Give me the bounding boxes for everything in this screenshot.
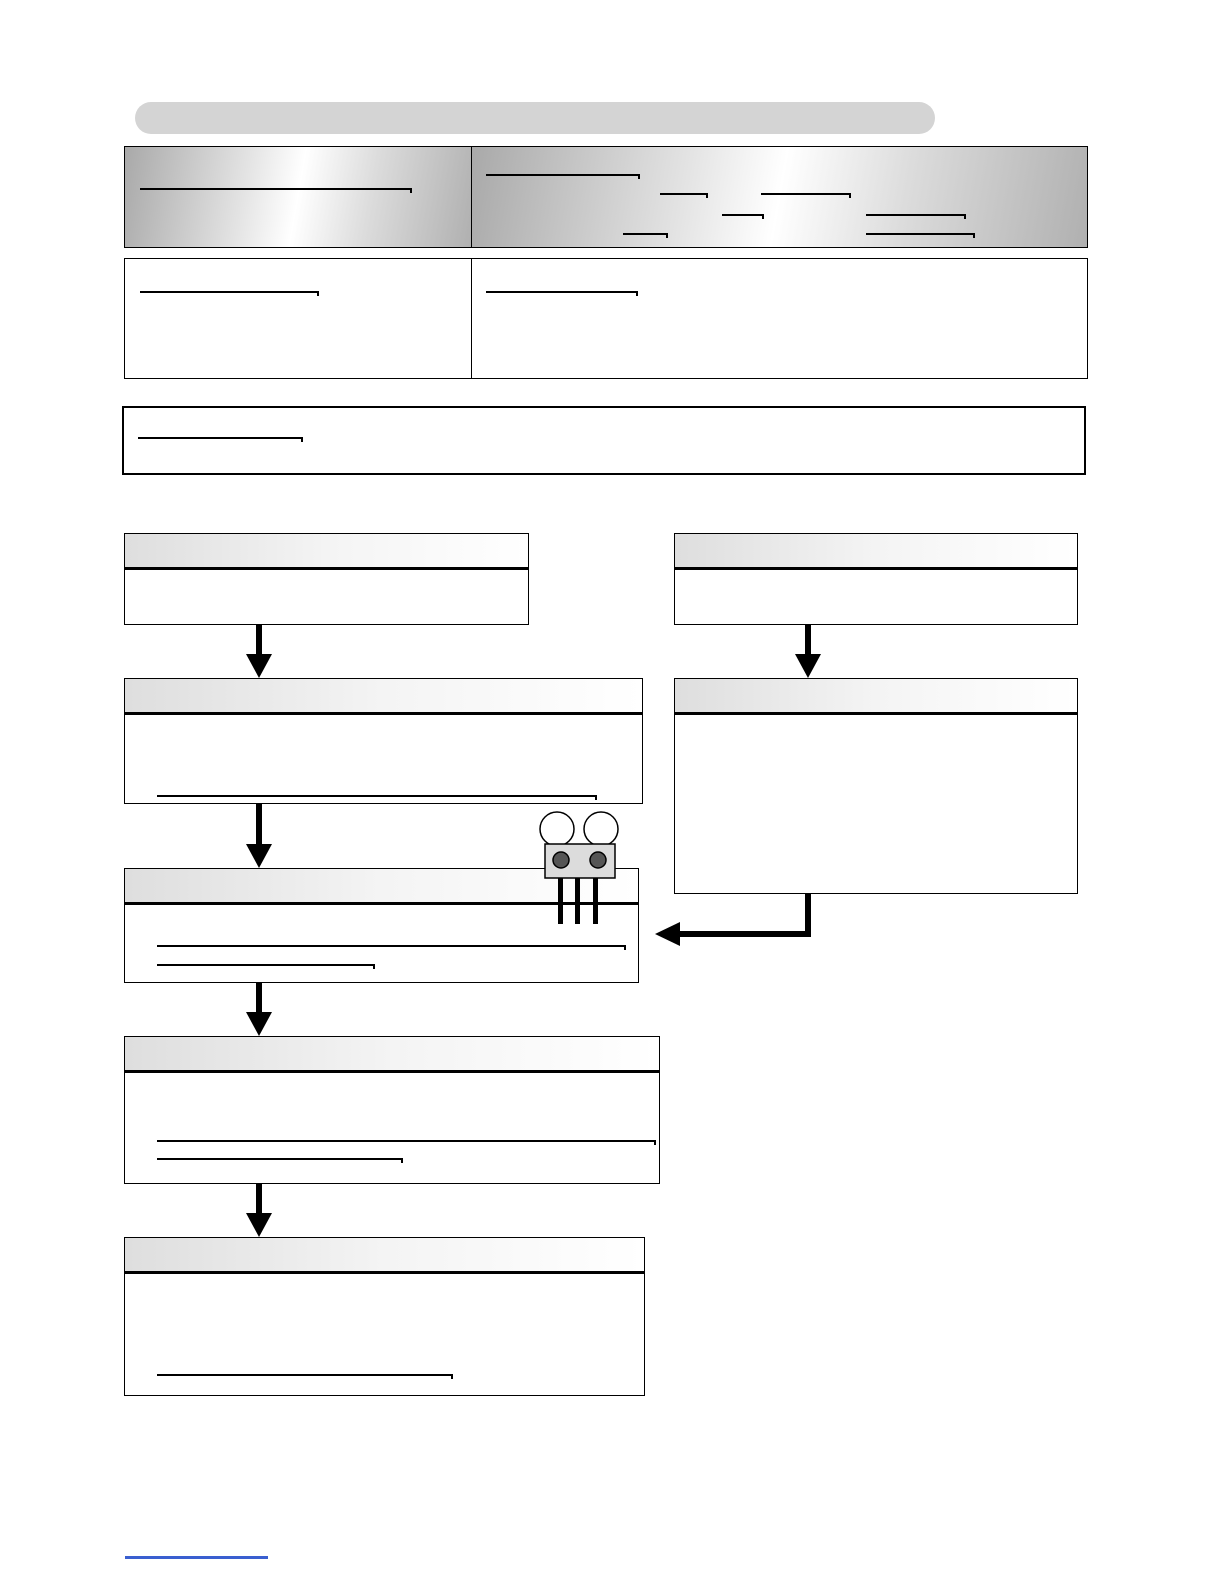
arrow-down-icon xyxy=(246,804,272,868)
transistor-component-icon xyxy=(540,812,618,924)
arrow-down-icon xyxy=(246,624,272,678)
arrow-down-icon xyxy=(795,624,821,678)
footer-link[interactable] xyxy=(125,1556,268,1559)
arrow-down-icon xyxy=(246,982,272,1036)
arrow-left-icon xyxy=(655,893,811,946)
arrow-down-icon xyxy=(246,1184,272,1237)
